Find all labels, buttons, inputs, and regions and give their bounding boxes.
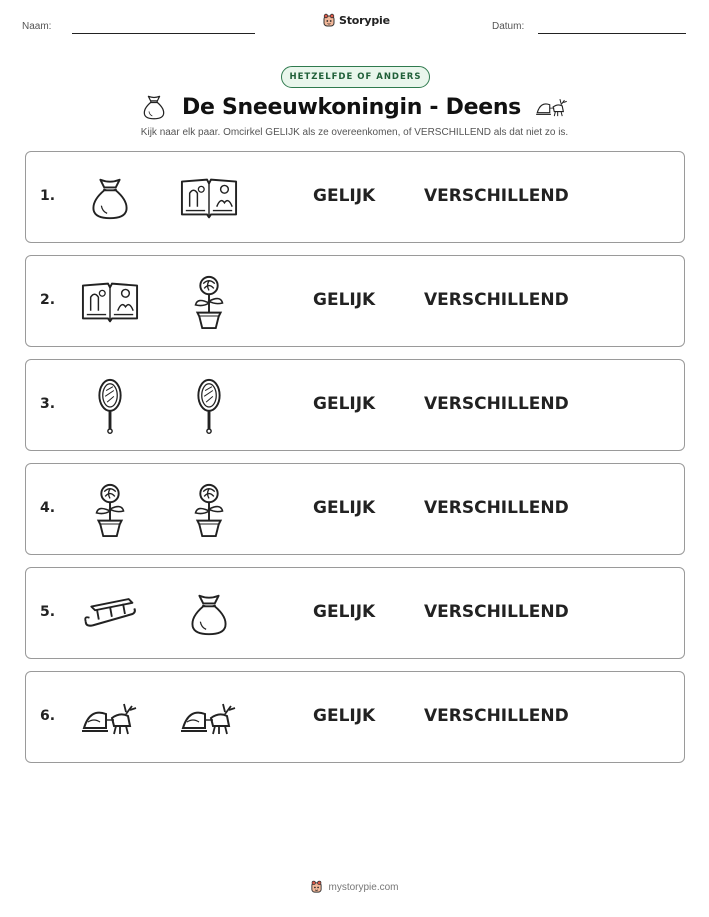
date-line[interactable]: [538, 33, 686, 34]
option-different[interactable]: VERSCHILLEND: [424, 394, 569, 414]
picture-book-icon: [81, 279, 139, 325]
picture-book-icon: [180, 175, 238, 221]
worksheet-title: De Sneeuwkoningin - Deens: [182, 94, 521, 120]
activity-badge: HETZELFDE OF ANDERS: [281, 66, 430, 88]
left-picture: [80, 586, 140, 642]
pair-row-3: [25, 359, 685, 451]
pair-row-1: [25, 151, 685, 243]
hand-mirror-icon: [194, 377, 224, 435]
row-number: 1.: [40, 188, 56, 204]
right-picture: [179, 482, 239, 538]
reindeer-sleigh-icon: [535, 95, 569, 119]
left-picture: [80, 170, 140, 226]
option-same[interactable]: GELIJK: [313, 602, 376, 622]
left-picture: [80, 690, 140, 746]
left-picture: [80, 274, 140, 330]
left-picture: [80, 482, 140, 538]
row-number: 4.: [40, 500, 56, 516]
pair-row-4: [25, 463, 685, 555]
pair-row-2: [25, 255, 685, 347]
hand-mirror-icon: [95, 377, 125, 435]
potted-rose-icon: [189, 274, 229, 330]
right-picture: [179, 586, 239, 642]
potted-rose-icon: [189, 482, 229, 538]
name-label: Naam:: [22, 21, 52, 32]
storypie-mascot-icon: [310, 880, 323, 894]
storypie-logo: [322, 13, 390, 28]
reindeer-sleigh-icon: [80, 698, 140, 738]
option-same[interactable]: GELIJK: [313, 290, 376, 310]
row-number: 6.: [40, 708, 56, 724]
option-same[interactable]: GELIJK: [313, 186, 376, 206]
row-number: 5.: [40, 604, 56, 620]
sled-icon: [82, 596, 138, 632]
potted-rose-icon: [90, 482, 130, 538]
footer-site[interactable]: mystorypie.com: [328, 881, 399, 893]
instructions: Kijk naar elk paar. Omcirkel GELIJK als ze overeenkomen, of VERSCHILLEND als dat niet zo is.: [140, 127, 569, 138]
date-label: Datum:: [492, 21, 525, 32]
pair-row-5: [25, 567, 685, 659]
footer: [0, 880, 709, 894]
right-picture: [179, 378, 239, 434]
option-different[interactable]: VERSCHILLEND: [424, 186, 569, 206]
option-same[interactable]: GELIJK: [313, 706, 376, 726]
option-different[interactable]: VERSCHILLEND: [424, 602, 569, 622]
option-different[interactable]: VERSCHILLEND: [424, 290, 569, 310]
right-picture: [179, 690, 239, 746]
left-picture: [80, 378, 140, 434]
name-line[interactable]: [72, 33, 255, 34]
right-picture: [179, 170, 239, 226]
row-number: 2.: [40, 292, 56, 308]
money-bag-icon: [185, 589, 233, 639]
money-bag-icon: [86, 173, 134, 223]
option-same[interactable]: GELIJK: [313, 498, 376, 518]
reindeer-sleigh-icon: [179, 698, 239, 738]
brand-name: Storypie: [339, 14, 390, 27]
option-different[interactable]: VERSCHILLEND: [424, 706, 569, 726]
pair-row-6: [25, 671, 685, 763]
row-number: 3.: [40, 396, 56, 412]
option-same[interactable]: GELIJK: [313, 394, 376, 414]
money-bag-icon: [140, 93, 168, 121]
right-picture: [179, 274, 239, 330]
storypie-mascot-icon: [322, 13, 336, 28]
option-different[interactable]: VERSCHILLEND: [424, 498, 569, 518]
title-row: [0, 91, 709, 123]
